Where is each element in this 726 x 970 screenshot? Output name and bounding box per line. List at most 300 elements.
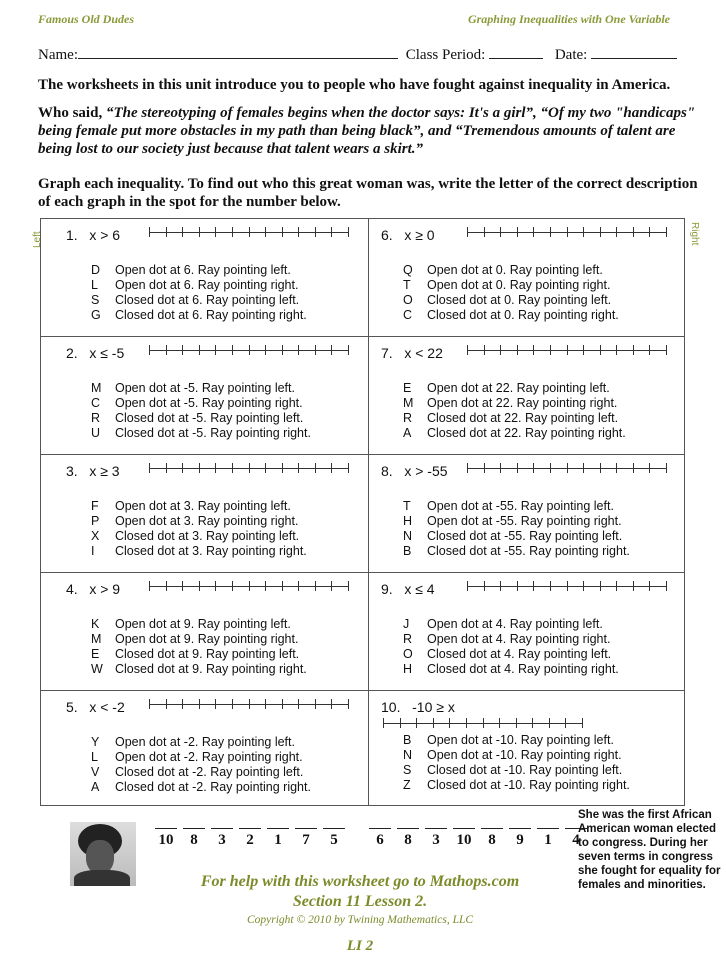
number-line-tick — [182, 227, 183, 237]
option-item — [403, 396, 626, 411]
number-line-tick — [484, 581, 485, 591]
problem-cell — [368, 691, 684, 805]
number-line[interactable] — [467, 463, 667, 473]
problem-expression: 2. x ≤ -5 — [66, 345, 125, 361]
number-line-tick — [600, 581, 601, 591]
number-line-tick — [282, 345, 283, 355]
option-letter: Y — [91, 735, 100, 749]
number-line-tick — [583, 345, 584, 355]
answer-slot[interactable] — [425, 828, 447, 849]
option-description: Open dot at 3. Ray pointing left. — [115, 499, 291, 513]
option-item — [91, 735, 311, 750]
number-line-tick — [500, 581, 501, 591]
number-line-tick — [215, 699, 216, 709]
answer-blank[interactable] — [211, 828, 233, 829]
number-line-tick — [331, 581, 332, 591]
option-item — [403, 514, 630, 529]
number-line-tick — [149, 345, 150, 355]
answer-number: 10 — [158, 832, 174, 848]
number-line-tick — [199, 227, 200, 237]
number-line-tick — [666, 227, 667, 237]
footer-section: Section 11 Lesson 2. — [292, 893, 428, 910]
number-line-tick — [315, 345, 316, 355]
option-letter: W — [91, 662, 103, 676]
option-description: Closed dot at 0. Ray pointing right. — [427, 308, 619, 322]
option-list — [403, 381, 626, 441]
option-description: Open dot at -10. Ray pointing left. — [427, 733, 614, 747]
number-line-tick — [265, 345, 266, 355]
footer-code: LI 2 — [346, 938, 374, 954]
option-description: Open dot at 4. Ray pointing right. — [427, 632, 611, 646]
number-line-tick — [232, 345, 233, 355]
number-line-tick — [215, 463, 216, 473]
number-line-tick — [582, 718, 583, 728]
number-line-tick — [232, 581, 233, 591]
number-line-tick — [315, 581, 316, 591]
number-line-tick — [533, 345, 534, 355]
number-line-tick — [449, 718, 450, 728]
number-line-tick — [232, 699, 233, 709]
number-line-tick — [666, 463, 667, 473]
number-line-tick — [331, 463, 332, 473]
number-line-tick — [232, 463, 233, 473]
number-line-tick — [649, 581, 650, 591]
option-letter: K — [91, 617, 100, 631]
answer-slot[interactable] — [323, 828, 345, 849]
number-line-tick — [315, 227, 316, 237]
option-description: Open dot at -2. Ray pointing left. — [115, 735, 295, 749]
answer-blank[interactable] — [481, 828, 503, 829]
number-line-tick — [149, 463, 150, 473]
option-description: Open dot at 0. Ray pointing left. — [427, 263, 603, 277]
option-item — [91, 381, 311, 396]
answer-number: 4 — [572, 832, 580, 848]
answer-blank[interactable] — [425, 828, 447, 829]
number-line-tick — [633, 227, 634, 237]
option-item — [91, 308, 307, 323]
number-line-tick — [600, 463, 601, 473]
option-letter: O — [403, 647, 413, 661]
number-line-tick — [516, 718, 517, 728]
number-line-tick — [215, 345, 216, 355]
number-line-tick — [649, 227, 650, 237]
side-label-left: Left — [32, 231, 43, 248]
number-line-tick — [484, 345, 485, 355]
question-text — [38, 104, 698, 158]
number-line-tick — [199, 345, 200, 355]
option-description: Open dot at -10. Ray pointing right. — [427, 748, 622, 762]
problem-expression: 6. x ≥ 0 — [381, 227, 435, 243]
option-description: Open dot at 4. Ray pointing left. — [427, 617, 603, 631]
number-line-tick — [616, 463, 617, 473]
answer-slot[interactable] — [537, 828, 559, 849]
problem-cell — [368, 337, 684, 455]
problem-expression: 9. x ≤ 4 — [381, 581, 435, 597]
number-line-tick — [533, 227, 534, 237]
number-line-tick — [616, 345, 617, 355]
answer-slot[interactable] — [453, 828, 475, 849]
answer-blank[interactable] — [453, 828, 475, 829]
number-line-tick — [649, 345, 650, 355]
number-line[interactable] — [149, 699, 349, 709]
number-line-tick — [550, 581, 551, 591]
number-line-tick — [567, 463, 568, 473]
number-line-tick — [149, 699, 150, 709]
option-letter: R — [403, 632, 413, 646]
option-letter: D — [91, 263, 101, 277]
answer-slot[interactable] — [481, 828, 503, 849]
answer-blank[interactable] — [239, 828, 261, 829]
number-line-tick — [484, 227, 485, 237]
answer-blank[interactable] — [323, 828, 345, 829]
option-description: Closed dot at -55. Ray pointing left. — [427, 529, 623, 543]
problem-grid — [40, 218, 685, 806]
option-letter: Q — [403, 263, 413, 277]
option-description: Open dot at 6. Ray pointing left. — [115, 263, 291, 277]
option-description: Closed dot at 9. Ray pointing left. — [115, 647, 300, 661]
option-item — [403, 278, 619, 293]
problem-expression: 5. x < -2 — [66, 699, 125, 715]
number-line-tick — [315, 463, 316, 473]
name-label: Name: — [38, 47, 78, 63]
option-item — [403, 763, 630, 778]
number-line[interactable] — [467, 581, 667, 591]
option-description: Open dot at 22. Ray pointing right. — [427, 396, 618, 410]
number-line-tick — [484, 463, 485, 473]
name-line — [38, 47, 677, 64]
footer-help: For help with this worksheet go to Mathops.com — [200, 873, 520, 890]
number-line-tick — [500, 463, 501, 473]
number-line-tick — [149, 581, 150, 591]
answer-blank[interactable] — [537, 828, 559, 829]
problem-cell — [41, 573, 368, 691]
number-line-tick — [500, 227, 501, 237]
name-field[interactable] — [78, 58, 398, 59]
option-description: Closed dot at 22. Ray pointing left. — [427, 411, 619, 425]
option-item — [403, 733, 630, 748]
number-line-tick — [517, 463, 518, 473]
number-line-tick — [649, 463, 650, 473]
number-line[interactable] — [467, 345, 667, 355]
number-line-tick — [550, 227, 551, 237]
answer-slot[interactable] — [509, 828, 531, 849]
problem-expression: 8. x > -55 — [381, 463, 448, 479]
number-line-tick — [315, 699, 316, 709]
number-line-tick — [249, 699, 250, 709]
number-line[interactable] — [149, 581, 349, 591]
answer-blank[interactable] — [183, 828, 205, 829]
question-quotes: “The stereotyping of females begins when the doctor says: It's a girl”, “Of my two "handicaps" being female put more obstacles in my path than being black”, and “Tremendous amounts of talent are being lost to our society just because that talent wears a skirt.” — [38, 105, 696, 157]
number-line-tick — [633, 581, 634, 591]
answer-slot[interactable] — [397, 828, 419, 849]
option-item — [91, 662, 307, 677]
number-line-tick — [199, 463, 200, 473]
option-letter: H — [403, 662, 413, 676]
option-item — [403, 426, 626, 441]
option-description: Closed dot at 4. Ray pointing left. — [427, 647, 612, 661]
date-label: Date: — [554, 47, 588, 63]
option-item — [91, 499, 307, 514]
option-item — [91, 765, 311, 780]
number-line-tick — [550, 345, 551, 355]
option-item — [403, 544, 630, 559]
problem-cell — [41, 337, 368, 455]
option-description: Closed dot at 6. Ray pointing left. — [115, 293, 300, 307]
number-line-tick — [633, 463, 634, 473]
option-item — [91, 514, 307, 529]
class-period-label: Class Period: — [405, 47, 486, 63]
option-description: Open dot at 3. Ray pointing right. — [115, 514, 299, 528]
option-letter: S — [91, 293, 100, 307]
option-list — [403, 617, 619, 677]
option-item — [91, 780, 311, 795]
side-label-right: Right — [689, 222, 700, 246]
number-line-tick — [616, 581, 617, 591]
option-list — [91, 263, 307, 323]
option-item — [403, 662, 619, 677]
portrait-photo — [70, 822, 136, 886]
option-item — [403, 263, 619, 278]
option-description: Open dot at -5. Ray pointing right. — [115, 396, 303, 410]
option-item — [403, 748, 630, 763]
option-item — [91, 278, 307, 293]
number-line-tick — [666, 581, 667, 591]
option-item — [91, 529, 307, 544]
option-item — [403, 617, 619, 632]
option-letter: G — [91, 308, 101, 322]
option-letter: M — [91, 632, 102, 646]
number-line[interactable] — [383, 718, 583, 728]
option-item — [403, 632, 619, 647]
number-line-tick — [550, 463, 551, 473]
answer-blank[interactable] — [267, 828, 289, 829]
option-description: Open dot at 9. Ray pointing left. — [115, 617, 291, 631]
number-line-tick — [232, 227, 233, 237]
option-description: Open dot at 0. Ray pointing right. — [427, 278, 611, 292]
number-line-tick — [583, 581, 584, 591]
number-line-tick — [331, 699, 332, 709]
number-line-tick — [149, 227, 150, 237]
option-list — [403, 733, 630, 793]
answer-slot[interactable] — [155, 828, 177, 849]
answer-blank[interactable] — [369, 828, 391, 829]
option-letter: E — [403, 381, 412, 395]
answer-number: 7 — [302, 832, 310, 848]
option-letter: I — [91, 544, 95, 558]
problem-expression: 7. x < 22 — [381, 345, 443, 361]
number-line[interactable] — [149, 227, 349, 237]
option-item — [403, 293, 619, 308]
number-line-tick — [249, 581, 250, 591]
answer-slot[interactable] — [211, 828, 233, 849]
number-line[interactable] — [467, 227, 667, 237]
number-line-tick — [467, 345, 468, 355]
number-line-tick — [549, 718, 550, 728]
answer-blank[interactable] — [397, 828, 419, 829]
question-prefix: Who said, — [38, 105, 103, 121]
option-letter: L — [91, 278, 98, 292]
option-letter: C — [91, 396, 101, 410]
option-list — [91, 617, 307, 677]
option-description: Open dot at -55. Ray pointing left. — [427, 499, 614, 513]
date-field[interactable] — [591, 58, 677, 59]
answer-slot[interactable] — [295, 828, 317, 849]
option-letter: E — [91, 647, 100, 661]
class-period-field[interactable] — [489, 58, 543, 59]
option-list — [91, 499, 307, 559]
option-list — [403, 263, 619, 323]
option-letter: V — [91, 765, 100, 779]
number-line-tick — [298, 699, 299, 709]
number-line-tick — [348, 345, 349, 355]
number-line-tick — [282, 463, 283, 473]
number-line-tick — [666, 345, 667, 355]
number-line[interactable] — [149, 345, 349, 355]
number-line-tick — [199, 699, 200, 709]
number-line-tick — [517, 581, 518, 591]
number-line-tick — [298, 345, 299, 355]
number-line-tick — [348, 699, 349, 709]
number-line-tick — [583, 463, 584, 473]
number-line-tick — [249, 463, 250, 473]
option-description: Closed dot at 3. Ray pointing left. — [115, 529, 300, 543]
option-letter: U — [91, 426, 101, 440]
number-line-tick — [433, 718, 434, 728]
number-line-tick — [166, 699, 167, 709]
answer-number: 6 — [376, 832, 384, 848]
answer-number: 8 — [190, 832, 198, 848]
option-item — [91, 647, 307, 662]
bio-text: She was the first African American woman elected to congress. During her seven terms in congress she fought for equality for females and minorities. — [578, 809, 721, 891]
intro-text: The worksheets in this unit introduce you to people who have fought against inequality in America. — [38, 77, 671, 93]
number-line-tick — [282, 227, 283, 237]
number-line-tick — [348, 581, 349, 591]
option-item — [403, 778, 630, 793]
option-list — [91, 735, 311, 795]
option-letter: X — [91, 529, 100, 543]
number-line-tick — [616, 227, 617, 237]
answer-blank[interactable] — [155, 828, 177, 829]
header-left: Famous Old Dudes — [38, 12, 135, 26]
number-line-tick — [467, 227, 468, 237]
number-line-tick — [400, 718, 401, 728]
number-line-tick — [331, 345, 332, 355]
answer-number: 9 — [516, 832, 524, 848]
option-description: Closed dot at -10. Ray pointing left. — [427, 763, 623, 777]
number-line-tick — [416, 718, 417, 728]
problem-cell — [368, 219, 684, 337]
problem-cell — [368, 455, 684, 573]
option-item — [91, 263, 307, 278]
number-line-tick — [466, 718, 467, 728]
number-line-tick — [583, 227, 584, 237]
option-item — [403, 308, 619, 323]
number-line-tick — [567, 581, 568, 591]
problem-expression: 10. -10 ≥ x — [381, 699, 455, 715]
option-letter: R — [403, 411, 413, 425]
number-line-tick — [182, 345, 183, 355]
option-item — [403, 499, 630, 514]
option-item — [403, 411, 626, 426]
number-line-tick — [567, 345, 568, 355]
number-line-tick — [600, 227, 601, 237]
answer-slot[interactable] — [183, 828, 205, 849]
number-line-tick — [166, 345, 167, 355]
option-description: Open dot at -2. Ray pointing right. — [115, 750, 303, 764]
number-line-tick — [348, 227, 349, 237]
option-letter: J — [403, 617, 410, 631]
number-line-tick — [331, 227, 332, 237]
problem-cell — [41, 455, 368, 573]
number-line-tick — [633, 345, 634, 355]
answer-number: 2 — [246, 832, 254, 848]
number-line-tick — [483, 718, 484, 728]
answer-slot[interactable] — [267, 828, 289, 849]
problem-cell — [41, 691, 368, 805]
answer-blank[interactable] — [295, 828, 317, 829]
option-letter: M — [91, 381, 102, 395]
answer-number: 1 — [274, 832, 282, 848]
number-line-tick — [298, 227, 299, 237]
number-line-tick — [517, 345, 518, 355]
option-letter: H — [403, 514, 413, 528]
option-description: Closed dot at 0. Ray pointing left. — [427, 293, 612, 307]
number-line-tick — [166, 227, 167, 237]
problem-cell — [368, 573, 684, 691]
option-letter: N — [403, 529, 413, 543]
option-description: Closed dot at 6. Ray pointing right. — [115, 308, 307, 322]
option-description: Open dot at 6. Ray pointing right. — [115, 278, 299, 292]
option-item — [91, 750, 311, 765]
problem-expression: 4. x > 9 — [66, 581, 121, 597]
number-line-tick — [467, 463, 468, 473]
number-line-tick — [265, 227, 266, 237]
number-line-tick — [166, 581, 167, 591]
option-description: Open dot at 9. Ray pointing right. — [115, 632, 299, 646]
option-letter: N — [403, 748, 413, 762]
number-line-tick — [215, 227, 216, 237]
option-letter: T — [403, 499, 411, 513]
answer-number: 5 — [330, 832, 338, 848]
option-item — [91, 396, 311, 411]
option-description: Closed dot at 22. Ray pointing right. — [427, 426, 626, 440]
number-line-tick — [282, 581, 283, 591]
instructions: Graph each inequality. To find out who this great woman was, write the letter of the correct description of each graph in the spot for the number below. — [38, 176, 698, 210]
number-line-tick — [199, 581, 200, 591]
number-line-tick — [532, 718, 533, 728]
option-item — [91, 426, 311, 441]
problem-expression: 3. x ≥ 3 — [66, 463, 120, 479]
answer-number: 10 — [456, 832, 472, 848]
answer-number: 1 — [544, 832, 552, 848]
number-line[interactable] — [149, 463, 349, 473]
option-description: Closed dot at -5. Ray pointing right. — [115, 426, 311, 440]
option-item — [403, 381, 626, 396]
answer-slot[interactable] — [369, 828, 391, 849]
problem-expression: 1. x > 6 — [66, 227, 121, 243]
number-line-tick — [565, 718, 566, 728]
number-line-tick — [533, 581, 534, 591]
number-line-tick — [182, 699, 183, 709]
answer-slot[interactable] — [239, 828, 261, 849]
option-letter: A — [91, 780, 100, 794]
option-letter: S — [403, 763, 412, 777]
option-item — [91, 632, 307, 647]
number-line-tick — [383, 718, 384, 728]
answer-blank[interactable] — [509, 828, 531, 829]
option-letter: L — [91, 750, 98, 764]
number-line-tick — [517, 227, 518, 237]
